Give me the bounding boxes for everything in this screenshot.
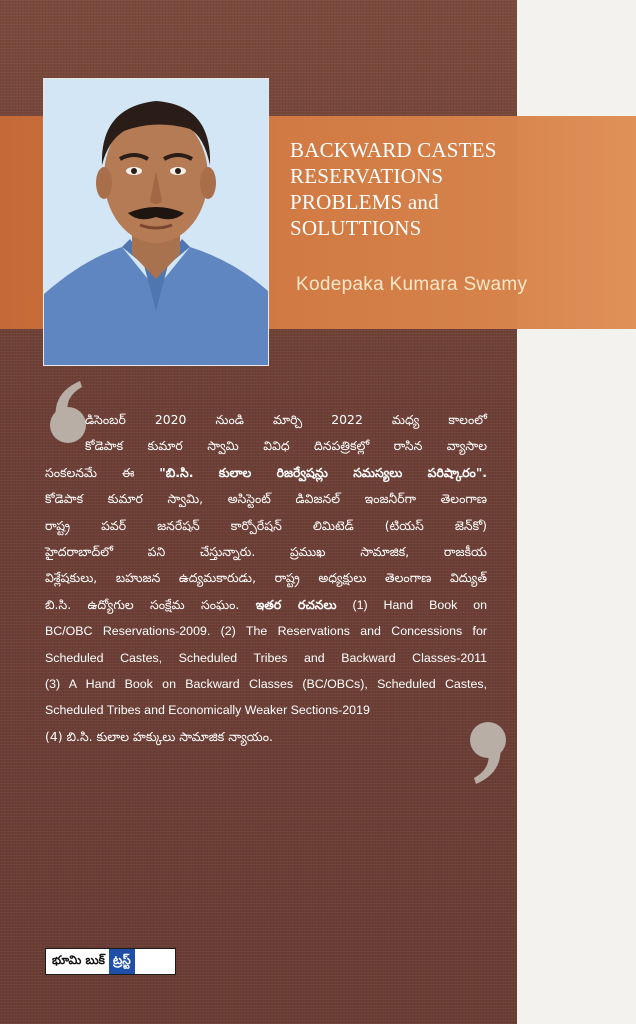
blurb-line: కోడెపాక కుమార స్వామి, అసిస్టెంట్ డివిజనల్ ఇంజనీర్‌గా తెలంగాణ — [45, 491, 487, 507]
blurb-text-run: సంకలనమే ఈ — [45, 464, 160, 480]
blurb-line: డిసెంబర్ 2020 నుండి మార్చి 2022 మధ్య కాలంలో — [85, 412, 487, 427]
publisher-logo-highlight: ట్రస్ట్ — [109, 949, 135, 974]
blurb-text-run: బి.సి. ఉద్యోగుల సంక్షేమ సంఘం. — [45, 596, 256, 612]
blurb-line: రాష్ట్ర పవర్ జనరేషన్ కార్పోరేషన్ లిమిటెడ్ (టియస్ జెన్‌కో) — [45, 517, 487, 533]
author-photo — [43, 78, 269, 366]
blurb-line: Scheduled Tribes and Economically Weaker Sections-2019 — [45, 703, 370, 718]
blurb-book-title: "బి.సి. కులాల రిజర్వేషన్లు సమస్యలు పరిష్కారం". — [159, 464, 487, 480]
blurb-line: విశ్లేషకులు, బహుజన ఉద్యమకారుడు, రాష్ట్ర అధ్యక్షులు తెలంగాణ విద్యుత్ — [45, 570, 487, 586]
blurb-line — [45, 592, 487, 618]
blurb-line: (3) A Hand Book on Backward Classes (BC/OBCs), Scheduled Castes, — [45, 677, 487, 692]
publisher-logo — [45, 948, 176, 975]
author-portrait-image — [44, 79, 268, 365]
blurb-line: BC/OBC Reservations-2009. (2) The Reservations and Concessions for — [45, 624, 487, 639]
blurb-text-run: (1) Hand Book on — [336, 597, 488, 612]
blurb-line — [45, 460, 487, 486]
close-quote-icon — [466, 718, 512, 788]
blurb-line: Scheduled Castes, Scheduled Tribes and Backward Classes-2011 — [45, 650, 487, 665]
blurb-text — [45, 407, 487, 750]
book-title: BACKWARD CASTES RESERVATIONS PROBLEMS and SOLUTTIONS — [290, 138, 497, 240]
blurb-line: (4) బి.సి. కులాల హక్కులు సామాజిక న్యాయం. — [45, 728, 273, 744]
author-name: Kodepaka Kumara Swamy — [296, 274, 528, 295]
publisher-logo-text: భూమి బుక్ — [52, 953, 105, 967]
blurb-line: కోడెపాక కుమార స్వామి వివిధ దినపత్రికల్లో రాసిన వ్యాసాల — [85, 438, 487, 454]
other-works-label: ఇతర రచనలు — [255, 596, 337, 612]
blurb-line: హైదరాబాద్‌లో పని చేస్తున్నారు. ప్రముఖ సామాజిక, రాజకీయ — [45, 544, 487, 560]
